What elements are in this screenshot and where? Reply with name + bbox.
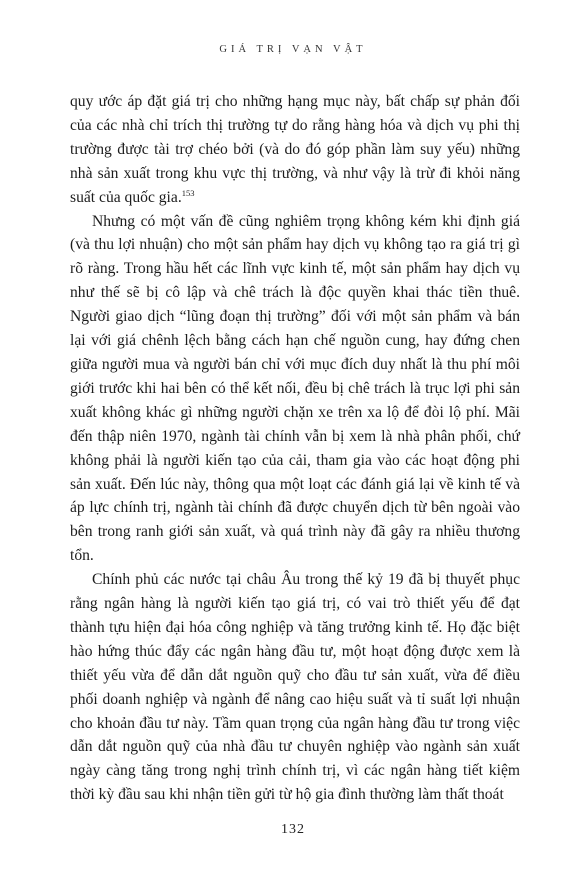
body-text xyxy=(70,90,520,807)
paragraph-3: Chính phủ các nước tại châu Âu trong thế kỷ 19 đã bị thuyết phục rằng ngân hàng là người kiến tạo giá trị, có vai trò thiết yếu để đạt thành tựu hiện đại hóa công nghiệp và tăng trưởng kinh tế. Họ đặc biệt hào hứng thúc đẩy các ngân hàng đầu tư, một hoạt động được xem là thiết yếu vừa để dẫn dắt nguồn quỹ cho đầu tư sản xuất, vừa để điều phối doanh nghiệp và ngành để nâng cao hiệu suất và tỉ suất lợi nhuận cho khoản đầu tư này. Tầm quan trọng của ngân hàng đầu tư trong việc dẫn dắt nguồn quỹ của nhà đầu tư chuyên nghiệp vào ngành sản xuất ngày càng tăng trong nghị trình chính trị, vì các ngân hàng tiết kiệm thời kỳ đầu sau khi nhận tiền gửi từ hộ gia đình thường làm thất thoát xyxy=(70,571,520,804)
paragraph-2: Nhưng có một vấn đề cũng nghiêm trọng không kém khi định giá (và thu lợi nhuận) cho một sản phẩm hay dịch vụ không tạo ra giá trị gì rõ ràng. Trong hầu hết các lĩnh vực kinh tế, một sản phẩm hay dịch vụ như thế sẽ bị cô lập và chê trách là độc quyền khai thác tiền thuê. Người giao dịch “lũng đoạn thị trường” đối với một sản phẩm và bán lại với giá chênh lệch bằng cách hạn chế nguồn cung, hay đứng chen giữa người mua và người bán chỉ với mục đích duy nhất là thu phí môi giới trước khi hai bên có thể kết nối, đều bị chê trách là trục lợi phi sản xuất không khác gì những người chặn xe trên xa lộ để đòi lộ phí. Mãi đến thập niên 1970, ngành tài chính vẫn bị xem là nhà phân phối, chứ không phải là người kiến tạo của cải, tham gia vào các hoạt động phi sản xuất. Đến lúc này, thông qua một loạt các đánh giá lại về kinh tế và áp lực chính trị, ngành tài chính đã được chuyển dịch từ bên ngoài vào bên trong ranh giới sản xuất, và quá trình này đã gây ra nhiều thương tổn. xyxy=(70,212,520,565)
page-number: 132 xyxy=(281,822,305,837)
running-header: GIÁ TRỊ VẠN VẬT xyxy=(219,44,367,55)
paragraph-1 xyxy=(70,90,520,210)
paragraph-1-text: quy ước áp đặt giá trị cho những hạng mục này, bất chấp sự phản đối của các nhà chỉ trích thị trường tự do rằng hàng hóa và dịch vụ phi thị trường được tài trợ chéo bởi (và do đó góp phần làm suy yếu) những nhà sản xuất trong khu vực thị trường, và như vậy là trừ đi khỏi năng suất của quốc gia. xyxy=(70,93,520,206)
footnote-reference: 153 xyxy=(181,187,195,198)
